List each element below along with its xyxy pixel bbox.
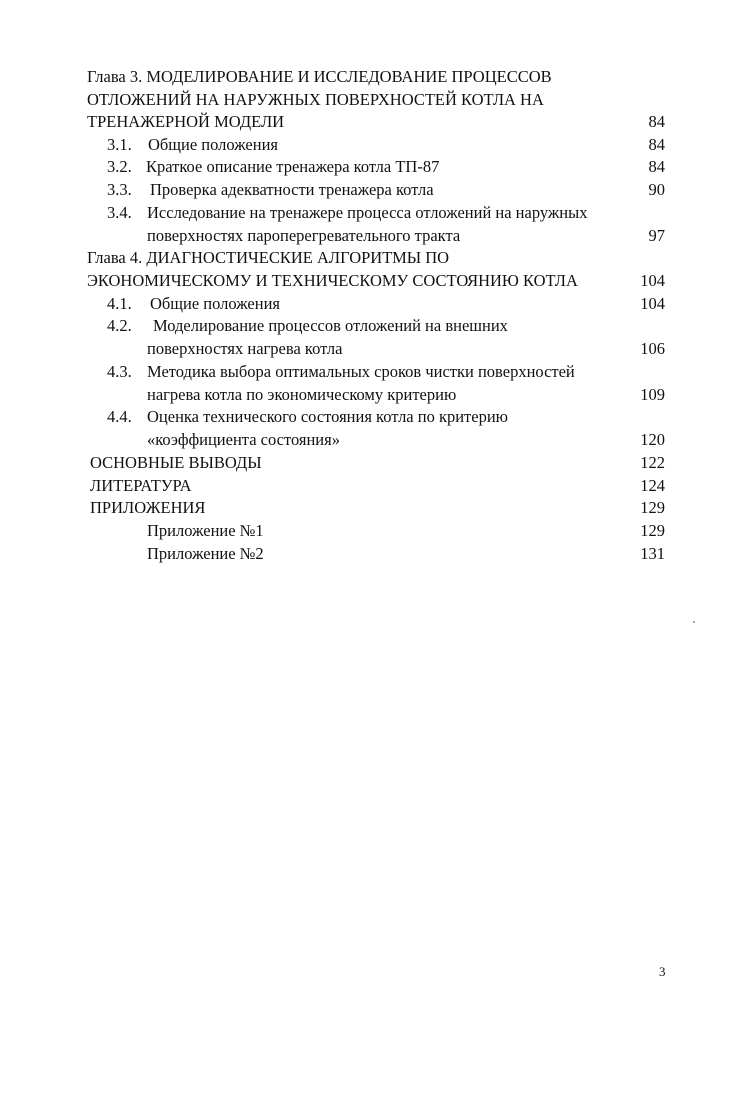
- section-title-continued: «коэффициента состояния»: [147, 430, 340, 449]
- appendix-2-page: 131: [640, 544, 665, 563]
- section-title: Общие положения: [150, 294, 280, 313]
- section-title: Методика выбора оптимальных сроков чистки поверхностей: [147, 362, 575, 381]
- conclusions-title: ОСНОВНЫЕ ВЫВОДЫ: [90, 453, 262, 472]
- section-number: 4.3.: [107, 362, 132, 381]
- references-page: 124: [640, 476, 665, 495]
- section-title: Оценка технического состояния котла по критерию: [147, 407, 508, 426]
- chapter-3-page: 84: [648, 112, 665, 131]
- section-page: 106: [640, 339, 665, 358]
- section-page: 97: [648, 226, 665, 245]
- section-number: 4.2.: [107, 316, 132, 335]
- chapter-4-title-line-1: Глава 4. ДИАГНОСТИЧЕСКИЕ АЛГОРИТМЫ ПО: [87, 248, 450, 267]
- appendices-page: 129: [640, 498, 665, 517]
- section-number: 4.1.: [107, 294, 132, 313]
- section-page: 84: [648, 135, 665, 154]
- section-title: Краткое описание тренажера котла ТП-87: [146, 157, 440, 176]
- chapter-4-title-line-2: ЭКОНОМИЧЕСКОМУ И ТЕХНИЧЕСКОМУ СОСТОЯНИЮ КОТЛА: [87, 271, 578, 290]
- references-title: ЛИТЕРАТУРА: [90, 476, 192, 495]
- scan-speck: [693, 621, 695, 623]
- section-title-continued: нагрева котла по экономическому критерию: [147, 385, 457, 404]
- page-number: 3: [659, 964, 666, 979]
- appendices-title: ПРИЛОЖЕНИЯ: [90, 498, 206, 517]
- section-page: 109: [640, 385, 665, 404]
- chapter-3-title-line-1: Глава 3. МОДЕЛИРОВАНИЕ И ИССЛЕДОВАНИЕ ПРОЦЕССОВ: [87, 67, 552, 86]
- section-number: 4.4.: [107, 407, 132, 426]
- section-title-continued: поверхностях нагрева котла: [147, 339, 343, 358]
- section-number: 3.3.: [107, 180, 132, 199]
- section-page: 90: [648, 180, 665, 199]
- section-title: Исследование на тренажере процесса отложений на наружных: [147, 203, 588, 222]
- appendix-2-title: Приложение №2: [147, 544, 264, 563]
- chapter-3-title-line-2: ОТЛОЖЕНИЙ НА НАРУЖНЫХ ПОВЕРХНОСТЕЙ КОТЛА НА: [87, 90, 544, 109]
- chapter-4-page: 104: [640, 271, 665, 290]
- section-page: 104: [640, 294, 665, 313]
- conclusions-page: 122: [640, 453, 665, 472]
- section-number: 3.4.: [107, 203, 132, 222]
- section-title: Проверка адекватности тренажера котла: [150, 180, 434, 199]
- section-page: 120: [640, 430, 665, 449]
- chapter-3-title-line-3: ТРЕНАЖЕРНОЙ МОДЕЛИ: [87, 112, 285, 131]
- section-title: Общие положения: [148, 135, 278, 154]
- section-title: Моделирование процессов отложений на внешних: [153, 316, 508, 335]
- appendix-1-title: Приложение №1: [147, 521, 264, 540]
- appendix-1-page: 129: [640, 521, 665, 540]
- section-page: 84: [648, 157, 665, 176]
- section-title-continued: поверхностях пароперегревательного тракта: [147, 226, 461, 245]
- section-number: 3.1.: [107, 135, 132, 154]
- section-number: 3.2.: [107, 157, 132, 176]
